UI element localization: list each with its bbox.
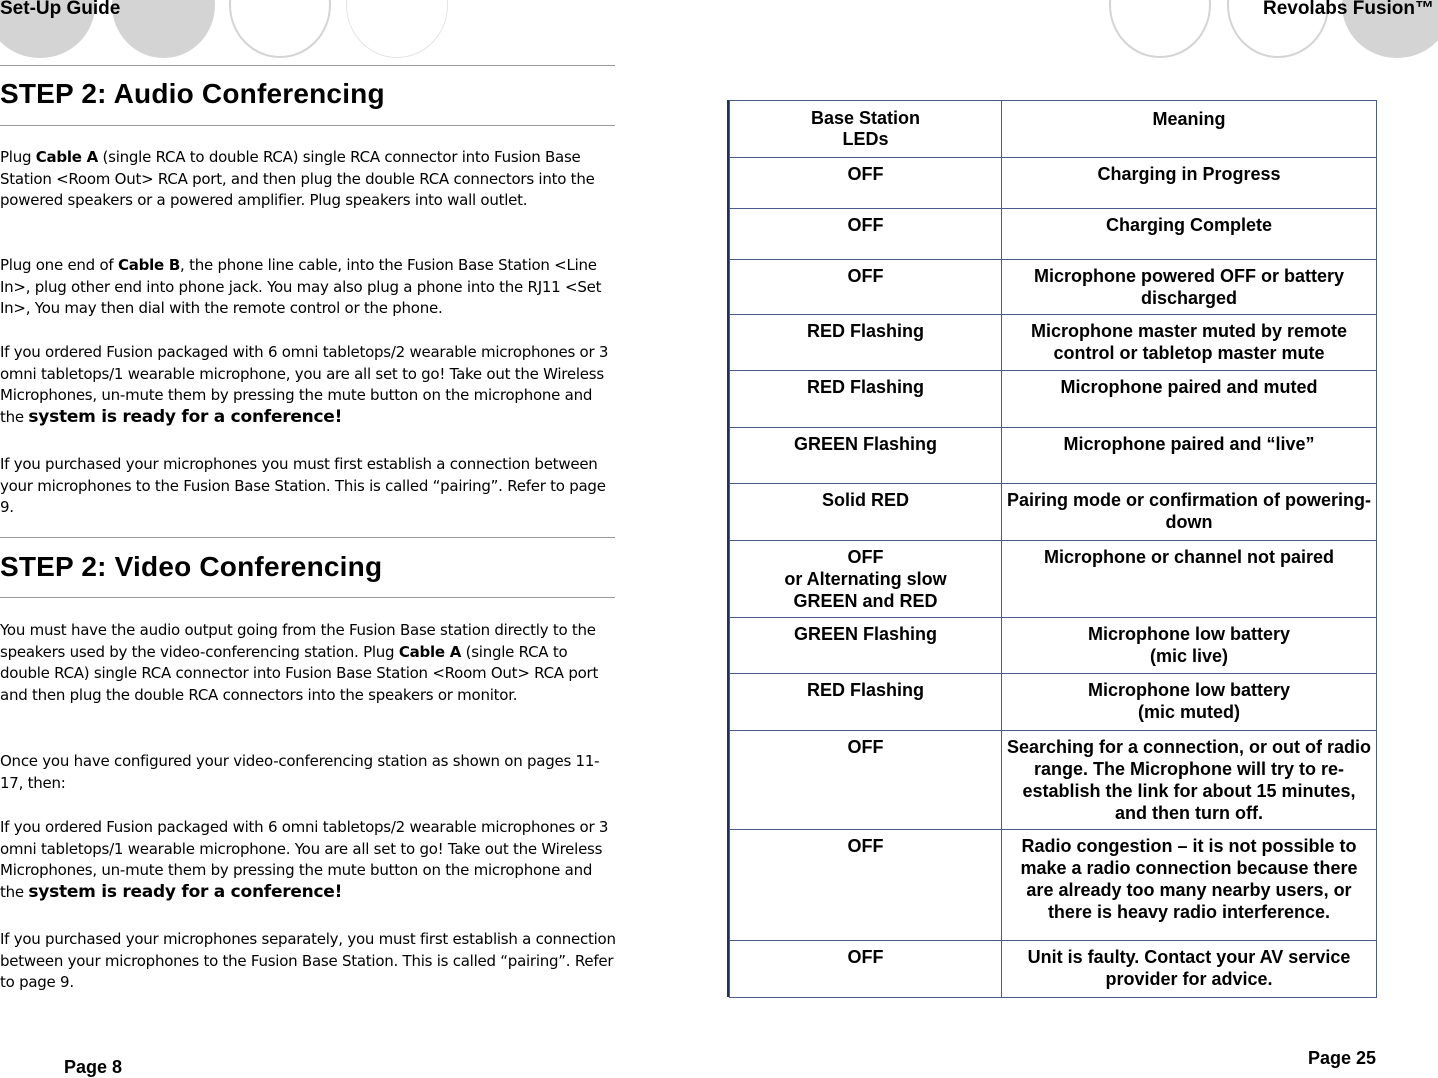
led-state-cell: GREEN Flashing bbox=[730, 618, 1002, 674]
table-row bbox=[730, 315, 1377, 371]
table-row bbox=[730, 428, 1377, 484]
meaning-cell: Microphone powered OFF or battery discharged bbox=[1002, 260, 1377, 315]
meaning-cell: Radio congestion – it is not possible to make a radio connection because there are already too many nearby users, or there is heavy radio interference. bbox=[1002, 830, 1377, 941]
decor-circle-filled bbox=[112, 0, 215, 58]
table-row bbox=[730, 260, 1377, 315]
table-row bbox=[730, 674, 1377, 731]
header-meaning: Meaning bbox=[1002, 101, 1377, 158]
meaning-cell: Searching for a connection, or out of radio range. The Microphone will try to re-establish the link for about 15 minutes, and then turn off. bbox=[1002, 731, 1377, 830]
divider bbox=[0, 125, 615, 126]
meaning-cell: Pairing mode or confirmation of powering-down bbox=[1002, 484, 1377, 541]
divider bbox=[0, 65, 615, 66]
led-state-cell: RED Flashing bbox=[730, 674, 1002, 731]
page-number-left: Page 8 bbox=[64, 1057, 123, 1077]
led-state-cell: OFF bbox=[730, 158, 1002, 209]
audio-paragraph-3: If you ordered Fusion packaged with 6 omni tabletops/2 wearable microphones or 3 omni tabletops/1 wearable microphone, you are all set to go! Take out the Wireless Microphones, un-mute them by pressing the mute button on the microphone and the system is ready for a conference! bbox=[0, 343, 609, 427]
led-state-cell: OFF bbox=[730, 260, 1002, 315]
led-state-cell: OFF bbox=[730, 941, 1002, 998]
led-state-cell: Solid RED bbox=[730, 484, 1002, 541]
table-row bbox=[730, 541, 1377, 618]
header-guide-title: Set-Up Guide bbox=[0, 0, 121, 19]
led-state-cell: OFF bbox=[730, 731, 1002, 830]
meaning-cell: Microphone paired and muted bbox=[1002, 371, 1377, 428]
header-base-station-leds: Base Station LEDs bbox=[730, 101, 1002, 158]
meaning-cell: Charging Complete bbox=[1002, 209, 1377, 260]
video-paragraph-1: You must have the audio output going from the Fusion Base station directly to the speakers used by the video-conferencing station. Plug Cable A (single RCA to double RCA) single RCA connector into Fusion Base Station <Room Out> RCA port and then plug the double RCA connectors into the speakers or monitor. bbox=[0, 621, 599, 704]
table-row bbox=[730, 158, 1377, 209]
page-number-right: Page 25 bbox=[1308, 1048, 1377, 1068]
header-product-title: Revolabs Fusion™ bbox=[1262, 0, 1434, 19]
meaning-cell: Charging in Progress bbox=[1002, 158, 1377, 209]
led-meaning-table bbox=[729, 100, 1377, 998]
decor-circle-outline bbox=[1109, 0, 1211, 58]
meaning-cell: Microphone paired and “live” bbox=[1002, 428, 1377, 484]
audio-paragraph-4: If you purchased your microphones you must first establish a connection between your microphones to the Fusion Base Station. This is called “pairing”. Refer to page 9. bbox=[0, 455, 606, 517]
led-state-cell: OFF or Alternating slow GREEN and RED bbox=[730, 541, 1002, 618]
decor-circle-outline bbox=[346, 0, 448, 58]
table-row bbox=[730, 941, 1377, 998]
meaning-cell: Microphone low battery (mic muted) bbox=[1002, 674, 1377, 731]
meaning-cell: Microphone master muted by remote control or tabletop master mute bbox=[1002, 315, 1377, 371]
divider bbox=[0, 537, 615, 538]
led-state-cell: RED Flashing bbox=[730, 315, 1002, 371]
video-paragraph-3: If you ordered Fusion packaged with 6 omni tabletops/2 wearable microphones or 3 omni tabletops/1 wearable microphone. You are all set to go! Take out the Wireless Microphones, un-mute them by pressing the mute button on the microphone and the system is ready for a conference! bbox=[0, 818, 609, 902]
table-row bbox=[730, 731, 1377, 830]
led-state-cell: OFF bbox=[730, 830, 1002, 941]
table-row bbox=[730, 618, 1377, 674]
video-paragraph-4: If you purchased your microphones separately, you must first establish a connection between your microphones to the Fusion Base Station. This is called “pairing”. Refer to page 9. bbox=[0, 930, 616, 992]
meaning-cell: Microphone low battery (mic live) bbox=[1002, 618, 1377, 674]
video-section-title: STEP 2: Video Conferencing bbox=[0, 551, 383, 582]
led-state-cell: RED Flashing bbox=[730, 371, 1002, 428]
divider bbox=[0, 597, 615, 598]
table-row bbox=[730, 209, 1377, 260]
led-state-cell: GREEN Flashing bbox=[730, 428, 1002, 484]
audio-section-title: STEP 2: Audio Conferencing bbox=[0, 78, 385, 109]
decor-circle-outline bbox=[229, 0, 331, 58]
table-header-row bbox=[730, 101, 1377, 158]
table-row bbox=[730, 830, 1377, 941]
led-state-cell: OFF bbox=[730, 209, 1002, 260]
table-row bbox=[730, 484, 1377, 541]
video-paragraph-2: Once you have configured your video-conferencing station as shown on pages 11-17, then: bbox=[0, 752, 600, 792]
audio-paragraph-1: Plug Cable A (single RCA to double RCA) single RCA connector into Fusion Base Station <Room Out> RCA port, and then plug the double RCA connectors into the powered speakers or a powered amplifier. Plug speakers into wall outlet. bbox=[0, 148, 595, 210]
table-row bbox=[730, 371, 1377, 428]
audio-paragraph-2: Plug one end of Cable B, the phone line cable, into the Fusion Base Station <Line In>, plug other end into phone jack. You may also plug a phone into the RJ11 <Set In>, You may then dial with the remote control or the phone. bbox=[0, 256, 602, 318]
meaning-cell: Microphone or channel not paired bbox=[1002, 541, 1377, 618]
meaning-cell: Unit is faulty. Contact your AV service provider for advice. bbox=[1002, 941, 1377, 998]
